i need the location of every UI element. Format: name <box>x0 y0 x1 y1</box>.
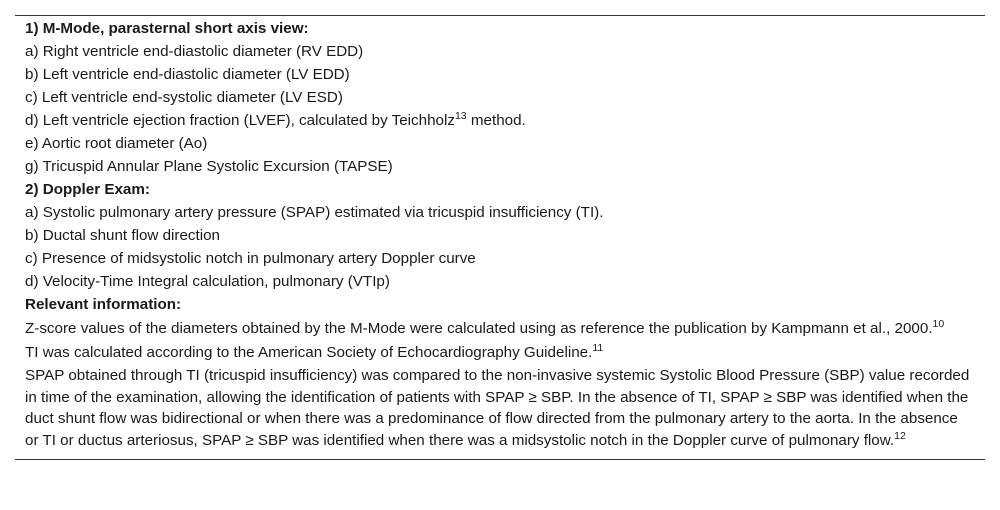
reference-10: 10 <box>932 318 945 330</box>
section1-item-d <box>15 111 985 130</box>
relevant-paragraph-2 <box>15 342 985 364</box>
section1-item-e: e) Aortic root diameter (Ao) <box>25 135 208 152</box>
relevant-paragraph-1 <box>15 318 985 340</box>
section2-item-b: b) Ductal shunt flow direction <box>25 227 220 244</box>
section1-item-g: g) Tricuspid Annular Plane Systolic Excursion (TAPSE) <box>25 158 393 175</box>
relevant-paragraph-3-text: SPAP obtained through TI (tricuspid insufficiency) was compared to the non-invasive systemic Systolic Blood Pressure (SBP) value recorded in time of the examination, allowing the identification of patients with SPAP ≥ SBP. In the absence of TI, SPAP ≥ SBP was identified when the duct shunt flow was bidirectional or when there was a predominance of flow directed from the pulmonary artery to the aorta. In the absence or TI or ductus arteriosus, SPAP ≥ SBP was identified when there was a midsystolic notch in the Doppler curve of pulmonary flow. <box>25 367 970 449</box>
reference-12: 12 <box>894 429 906 442</box>
section2-heading: 2) Doppler Exam: <box>25 181 150 198</box>
reference-11: 11 <box>592 341 604 354</box>
section1-heading: 1) M-Mode, parasternal short axis view: <box>25 20 309 37</box>
section1-item-a: a) Right ventricle end-diastolic diameter (RV EDD) <box>25 43 364 60</box>
relevant-heading: Relevant information: <box>25 296 182 313</box>
section2-item-a: a) Systolic pulmonary artery pressure (SPAP) estimated via tricuspid insufficiency (TI). <box>25 204 604 221</box>
relevant-paragraph-2-text: TI was calculated according to the American Society of Echocardiography Guideline. <box>25 343 593 361</box>
section1-item-b: b) Left ventricle end-diastolic diameter (LV EDD) <box>25 66 350 83</box>
section1-item-d-suffix: method. <box>466 112 526 129</box>
reference-13: 13 <box>454 110 467 122</box>
relevant-paragraph-3 <box>15 365 985 451</box>
section1-item-c: c) Left ventricle end-systolic diameter (LV ESD) <box>25 89 343 106</box>
section2-item-c: c) Presence of midsystolic notch in pulmonary artery Doppler curve <box>25 250 476 267</box>
relevant-paragraph-1-text: Z-score values of the diameters obtained by the M-Mode were calculated using as reference the publication by Kampmann et al., 2000. <box>25 320 933 337</box>
echo-protocol-table <box>15 15 985 460</box>
section2-item-d: d) Velocity-Time Integral calculation, pulmonary (VTIp) <box>25 273 390 290</box>
section1-item-d-text: d) Left ventricle ejection fraction (LVEF), calculated by Teichholz <box>25 112 455 129</box>
